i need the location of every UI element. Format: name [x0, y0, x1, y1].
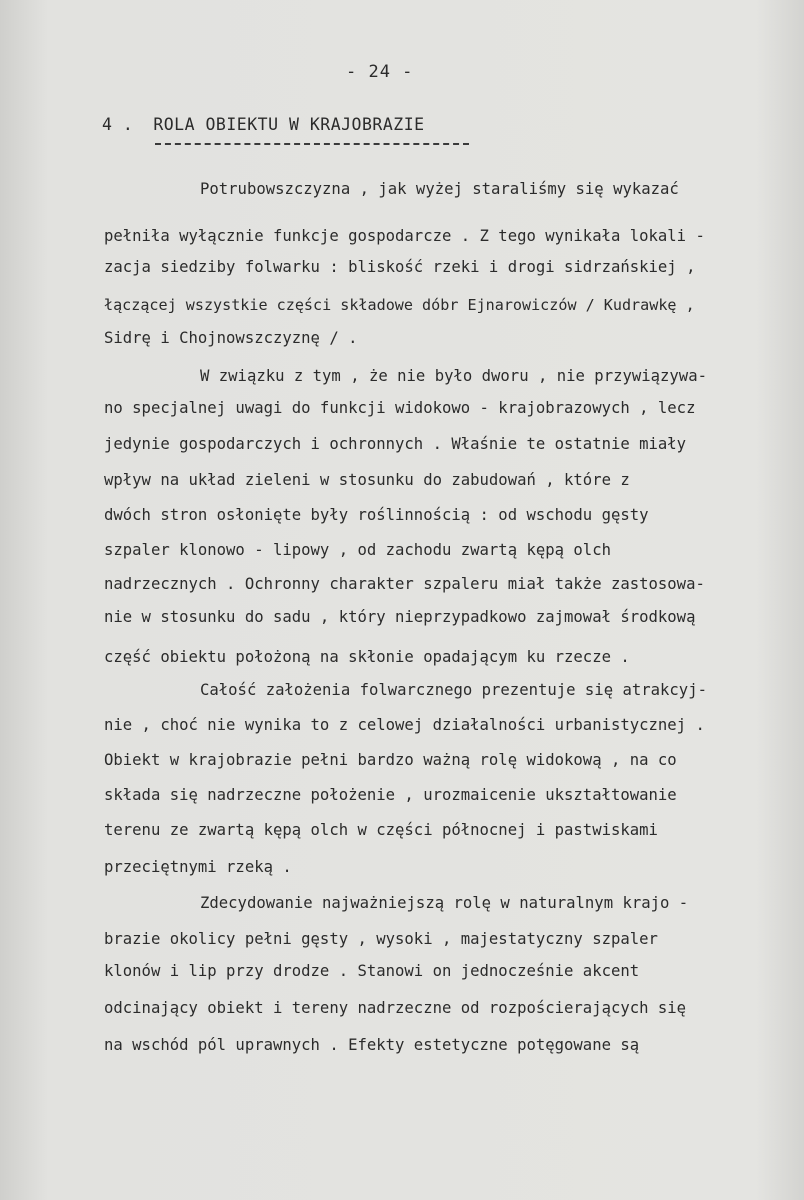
text-line: Sidrę i Chojnowszczyznę / .	[104, 329, 358, 347]
text-line: jedynie gospodarczych i ochronnych . Właśnie te ostatnie miały	[104, 435, 687, 453]
text-line: składa się nadrzeczne położenie , urozmaicenie ukształtowanie	[104, 786, 677, 804]
text-line: brazie okolicy pełni gęsty , wysoki , majestatyczny szpaler	[104, 930, 658, 948]
text-line: Potrubowszczyzna , jak wyżej staraliśmy się wykazać	[200, 180, 679, 198]
text-line: zacja siedziby folwarku : bliskość rzeki i drogi sidrzańskiej ,	[104, 258, 696, 276]
page-number: - 24 -	[346, 62, 414, 82]
text-line: wpływ na układ zieleni w stosunku do zabudowań , które z	[104, 471, 630, 489]
text-line: terenu ze zwartą kępą olch w części północnej i pastwiskami	[104, 821, 658, 839]
text-line: Zdecydowanie najważniejszą rolę w naturalnym krajo -	[200, 894, 689, 912]
text-line: na wschód pól uprawnych . Efekty estetyczne potęgowane są	[104, 1036, 640, 1054]
text-line: przeciętnymi rzeką .	[104, 858, 292, 876]
text-line: część obiektu położoną na skłonie opadającym ku rzecze .	[104, 648, 630, 666]
text-line: pełniła wyłącznie funkcje gospodarcze . Z tego wynikała lokali -	[104, 227, 705, 245]
text-line: nie w stosunku do sadu , który nieprzypadkowo zajmował środkową	[104, 608, 696, 626]
text-line: szpaler klonowo - lipowy , od zachodu zwartą kępą olch	[104, 541, 611, 559]
heading-underline	[155, 143, 469, 145]
text-line: dwóch stron osłonięte były roślinnością : od wschodu gęsty	[104, 506, 649, 524]
text-line: łączącej wszystkie części składowe dóbr Ejnarowiczów / Kudrawkę ,	[104, 296, 695, 314]
section-number: 4 .	[102, 115, 134, 134]
text-line: klonów i lip przy drodze . Stanowi on jednocześnie akcent	[104, 962, 640, 980]
text-line: odcinający obiekt i tereny nadrzeczne od rozpościerających się	[104, 999, 687, 1017]
text-line: nie , choć nie wynika to z celowej działalności urbanistycznej .	[104, 716, 705, 734]
section-heading	[102, 115, 425, 134]
text-line: W związku z tym , że nie było dworu , nie przywiązywa-	[200, 367, 707, 385]
text-line: nadrzecznych . Ochronny charakter szpaleru miał także zastosowa-	[104, 575, 705, 593]
text-line: Obiekt w krajobrazie pełni bardzo ważną rolę widokową , na co	[104, 751, 677, 769]
text-line: no specjalnej uwagi do funkcji widokowo - krajobrazowych , lecz	[104, 399, 696, 417]
section-title: ROLA OBIEKTU W KRAJOBRAZIE	[153, 115, 425, 134]
text-line: Całość założenia folwarcznego prezentuje się atrakcyj-	[200, 681, 707, 699]
